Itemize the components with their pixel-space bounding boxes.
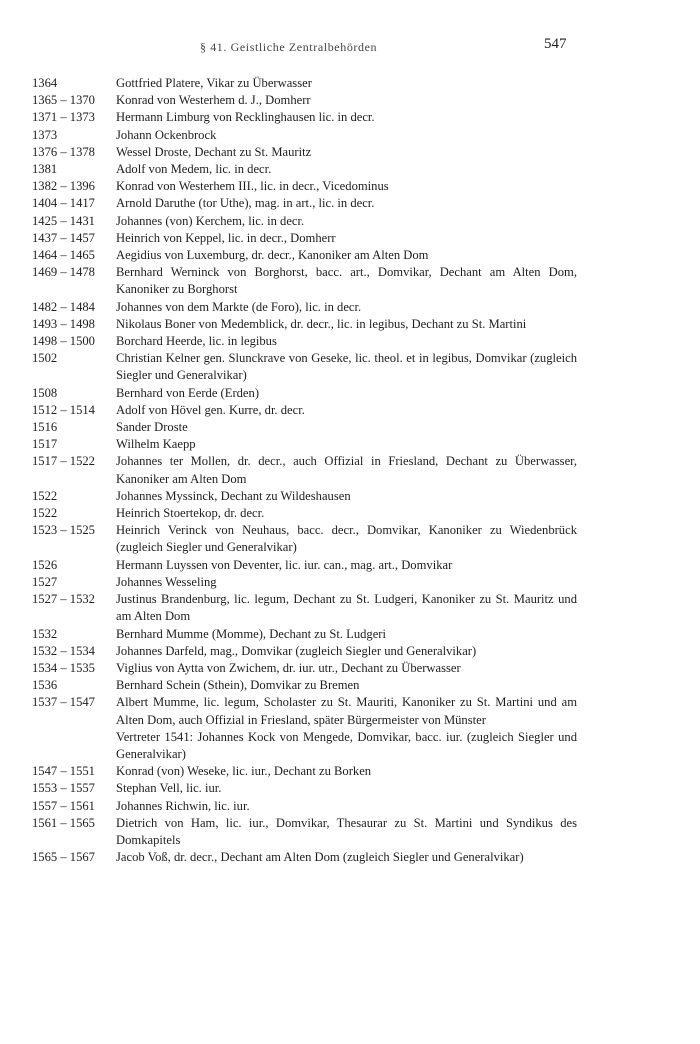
entry-text: Justinus Brandenburg, lic. legum, Dechant zu St. Ludgeri, Kanoniker zu St. Mauritz und am Alten Dom	[116, 592, 577, 624]
entry-date: 1498 – 1500	[32, 334, 95, 349]
entry-date: 1517 – 1522	[32, 454, 95, 469]
list-item	[32, 230, 577, 247]
entry-text: Hermann Limburg von Recklinghausen lic. in decr.	[116, 110, 375, 125]
entry-text: Johannes Myssinck, Dechant zu Wildeshausen	[116, 488, 351, 503]
entry-text: Wessel Droste, Dechant zu St. Mauritz	[116, 144, 312, 159]
list-item	[32, 557, 577, 574]
entry-text: Nikolaus Boner von Medemblick, dr. decr., lic. in legibus, Dechant zu St. Martini	[116, 316, 527, 331]
entry-text: Johannes Wesseling	[116, 574, 217, 589]
entry-date: 1534 – 1535	[32, 660, 95, 675]
list-item	[32, 316, 577, 333]
entry-date: 1493 – 1498	[32, 316, 95, 331]
entry-date: 1482 – 1484	[32, 299, 95, 314]
entry-date: 1522	[32, 488, 58, 503]
entry-text: Viglius von Aytta von Zwichem, dr. iur. utr., Dechant zu Überwasser	[116, 660, 461, 675]
entry-text: Borchard Heerde, lic. in legibus	[116, 334, 277, 349]
list-item	[32, 574, 577, 591]
entry-date: 1526	[32, 557, 58, 572]
entry-date: 1512 – 1514	[32, 402, 95, 417]
list-item	[32, 385, 577, 402]
list-item	[32, 161, 577, 178]
entry-text: Heinrich von Keppel, lic. in decr., Domherr	[116, 230, 336, 245]
list-item	[32, 677, 577, 694]
list-item	[32, 419, 577, 436]
official-list	[32, 75, 577, 866]
list-item	[32, 144, 577, 161]
list-item	[32, 643, 577, 660]
entry-date: 1532	[32, 626, 58, 641]
list-item	[32, 798, 577, 815]
entry-date: 1527	[32, 574, 58, 589]
list-item	[32, 436, 577, 453]
list-item	[32, 849, 577, 866]
entry-date: 1516	[32, 420, 58, 435]
entry-text: Johannes (von) Kerchem, lic. in decr.	[116, 213, 305, 228]
list-item	[32, 92, 577, 109]
entry-date: 1437 – 1457	[32, 230, 95, 245]
entry-date: 1464 – 1465	[32, 248, 95, 263]
list-item	[32, 195, 577, 212]
entry-text: Arnold Daruthe (tor Uthe), mag. in art., lic. in decr.	[116, 196, 375, 211]
entry-text: Adolf von Medem, lic. in decr.	[116, 162, 272, 177]
entry-text: Johannes von dem Markte (de Foro), lic. in decr.	[116, 299, 362, 314]
entry-text: Christian Kelner gen. Slunckrave von Geseke, lic. theol. et in legibus, Domvikar (zugleich Siegler und Generalvikar)	[116, 351, 577, 383]
entry-text: Bernhard Werninck von Borghorst, bacc. art., Domvikar, Dechant am Alten Dom, Kanoniker zu Borghorst	[116, 265, 577, 297]
list-item	[32, 729, 577, 763]
list-item	[32, 264, 577, 298]
entry-date: 1425 – 1431	[32, 213, 95, 228]
entry-date: 1532 – 1534	[32, 643, 95, 658]
entry-date: 1522	[32, 506, 58, 521]
entry-date: 1365 – 1370	[32, 93, 95, 108]
page-number: 547	[544, 36, 567, 52]
entry-date: 1565 – 1567	[32, 850, 95, 865]
list-item	[32, 780, 577, 797]
entry-text: Bernhard Mumme (Momme), Dechant zu St. Ludgeri	[116, 626, 386, 641]
entry-date: 1404 – 1417	[32, 196, 95, 211]
entry-text: Hermann Luyssen von Deventer, lic. iur. can., mag. art., Domvikar	[116, 557, 453, 572]
entry-text: Jacob Voß, dr. decr., Dechant am Alten Dom (zugleich Siegler und Generalvikar)	[116, 850, 524, 865]
page-header	[0, 36, 700, 56]
entry-date: 1557 – 1561	[32, 798, 95, 813]
entry-text: Konrad (von) Weseke, lic. iur., Dechant zu Borken	[116, 764, 372, 779]
list-item	[32, 247, 577, 264]
list-item	[32, 694, 577, 728]
entry-text: Wilhelm Kaepp	[116, 437, 196, 452]
running-head: § 41. Geistliche Zentralbehörden	[200, 40, 378, 54]
entry-text: Adolf von Hövel gen. Kurre, dr. decr.	[116, 402, 305, 417]
entry-text: Konrad von Westerhem III., lic. in decr., Vicedominus	[116, 179, 389, 194]
entry-date: 1547 – 1551	[32, 764, 95, 779]
list-item	[32, 522, 577, 556]
list-item	[32, 453, 577, 487]
entry-date: 1553 – 1557	[32, 781, 95, 796]
entry-text: Stephan Vell, lic. iur.	[116, 781, 222, 796]
list-item	[32, 488, 577, 505]
list-item	[32, 591, 577, 625]
list-item	[32, 626, 577, 643]
entry-date: 1376 – 1378	[32, 144, 95, 159]
list-item	[32, 299, 577, 316]
entry-date: 1517	[32, 437, 58, 452]
entry-date: 1373	[32, 127, 58, 142]
list-item	[32, 109, 577, 126]
entry-date: 1364	[32, 76, 58, 90]
entry-text: Aegidius von Luxemburg, dr. decr., Kanoniker am Alten Dom	[116, 248, 429, 263]
entry-text: Konrad von Westerhem d. J., Domherr	[116, 93, 311, 108]
entry-date: 1508	[32, 385, 58, 400]
entry-date: 1537 – 1547	[32, 695, 95, 710]
entry-date: 1561 – 1565	[32, 815, 95, 830]
entry-text: Sander Droste	[116, 420, 188, 435]
entry-date: 1536	[32, 678, 58, 693]
list-item	[32, 333, 577, 350]
entry-text: Johannes ter Mollen, dr. decr., auch Offizial in Friesland, Dechant zu Überwasser, Kanoniker am Alten Dom	[116, 454, 577, 486]
list-item	[32, 350, 577, 384]
list-item	[32, 660, 577, 677]
entry-date: 1371 – 1373	[32, 110, 95, 125]
entry-date: 1382 – 1396	[32, 179, 95, 194]
entry-text: Johannes Darfeld, mag., Domvikar (zugleich Siegler und Generalvikar)	[116, 643, 477, 658]
list-item	[32, 127, 577, 144]
entry-date: 1469 – 1478	[32, 265, 95, 280]
entry-date: 1502	[32, 351, 58, 366]
entry-date: 1527 – 1532	[32, 592, 95, 607]
list-item	[32, 505, 577, 522]
entry-text: Johann Ockenbrock	[116, 127, 217, 142]
entry-text: Vertreter 1541: Johannes Kock von Mengede, Domvikar, bacc. iur. (zugleich Siegler und Generalvikar)	[116, 729, 577, 761]
entry-text: Heinrich Stoertekop, dr. decr.	[116, 506, 265, 521]
list-item	[32, 178, 577, 195]
list-item	[32, 75, 577, 92]
list-item	[32, 402, 577, 419]
entry-text: Bernhard von Eerde (Erden)	[116, 385, 260, 400]
entry-date: 1381	[32, 162, 58, 177]
entry-text: Albert Mumme, lic. legum, Scholaster zu St. Mauriti, Kanoniker zu St. Martini und am Alten Dom, auch Offizial in Friesland, später Bürgermeister von Münster	[116, 695, 577, 727]
list-item	[32, 815, 577, 849]
list-item	[32, 763, 577, 780]
entry-text: Johannes Richwin, lic. iur.	[116, 798, 250, 813]
list-item	[32, 213, 577, 230]
entry-date: 1523 – 1525	[32, 523, 95, 538]
entry-text: Bernhard Schein (Sthein), Domvikar zu Bremen	[116, 678, 360, 693]
entry-text: Gottfried Platere, Vikar zu Überwasser	[116, 76, 312, 90]
entry-text: Heinrich Verinck von Neuhaus, bacc. decr., Domvikar, Kanoniker zu Wiedenbrück (zugleich Siegler und Generalvikar)	[116, 523, 577, 555]
entry-text: Dietrich von Ham, lic. iur., Domvikar, Thesaurar zu St. Martini und Syndikus des Domkapitels	[116, 815, 577, 847]
